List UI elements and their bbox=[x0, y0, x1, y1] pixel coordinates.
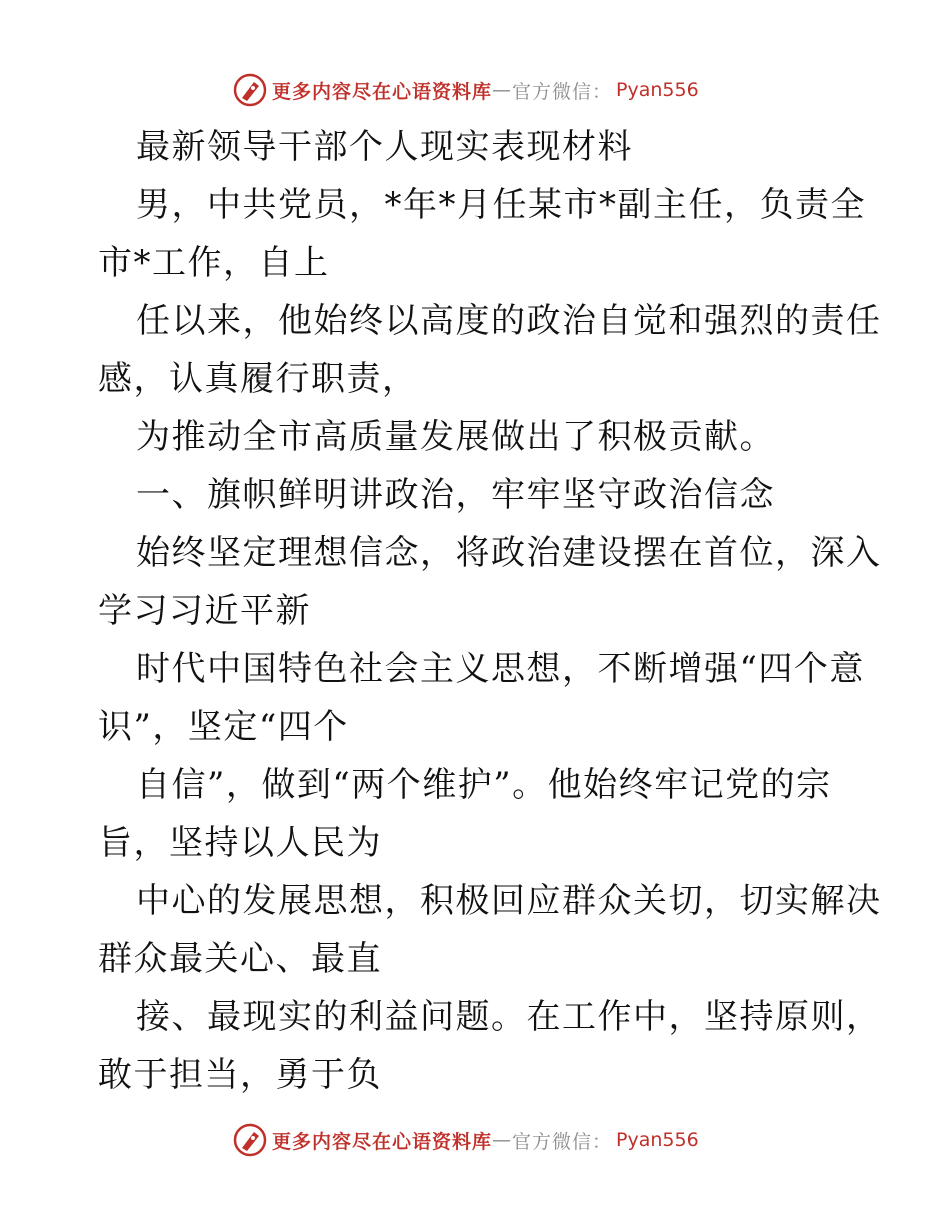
paragraph-line: 始终坚定理想信念，将政治建设摆在首位，深入 bbox=[136, 533, 882, 573]
paragraph-line: 识”，坚定“四个 bbox=[98, 707, 349, 747]
banner-dash: — bbox=[492, 79, 513, 101]
pen-nib-logo-icon bbox=[232, 72, 268, 108]
paragraph-line: 群众最关心、最直 bbox=[98, 939, 382, 979]
document-body bbox=[98, 118, 882, 1104]
paragraph-line: 为推动全市高质量发展做出了积极贡献。 bbox=[136, 417, 775, 457]
section-heading: 一、旗帜鲜明讲政治，牢牢坚守政治信念 bbox=[136, 475, 775, 515]
paragraph-line: 自信”，做到“两个维护”。他始终牢记党的宗 bbox=[136, 765, 832, 805]
footer-watermark-banner bbox=[232, 1120, 699, 1160]
paragraph-line: 市*工作，自上 bbox=[98, 243, 330, 283]
banner-wechat-account: Pyan556 bbox=[616, 79, 699, 101]
paragraph-line: 任以来，他始终以高度的政治自觉和强烈的责任 bbox=[136, 301, 882, 341]
paragraph-line: 学习习近平新 bbox=[98, 591, 311, 631]
header-watermark-banner bbox=[232, 70, 699, 110]
pen-nib-logo-icon bbox=[232, 1122, 268, 1158]
paragraph-line: 敢于担当，勇于负 bbox=[98, 1055, 382, 1095]
banner-wechat-account: Pyan556 bbox=[616, 1129, 699, 1151]
paragraph-line: 男，中共党员，*年*月任某市*副主任，负责全 bbox=[136, 185, 866, 225]
banner-wechat-label: 官方微信： bbox=[512, 1130, 613, 1153]
document-title: 最新领导干部个人现实表现材料 bbox=[136, 127, 633, 167]
paragraph-line: 旨，坚持以人民为 bbox=[98, 823, 382, 863]
paragraph-line: 接、最现实的利益问题。在工作中，坚持原则， bbox=[136, 997, 882, 1037]
paragraph-line: 中心的发展思想，积极回应群众关切，切实解决 bbox=[136, 881, 882, 921]
banner-site-name: 更多内容尽在心语资料库 bbox=[272, 1130, 493, 1153]
banner-dash: — bbox=[492, 1129, 513, 1151]
banner-wechat-label: 官方微信： bbox=[512, 80, 613, 103]
paragraph-line: 感，认真履行职责， bbox=[98, 359, 418, 399]
paragraph-line: 时代中国特色社会主义思想，不断增强“四个意 bbox=[136, 649, 865, 689]
banner-site-name: 更多内容尽在心语资料库 bbox=[272, 80, 493, 103]
